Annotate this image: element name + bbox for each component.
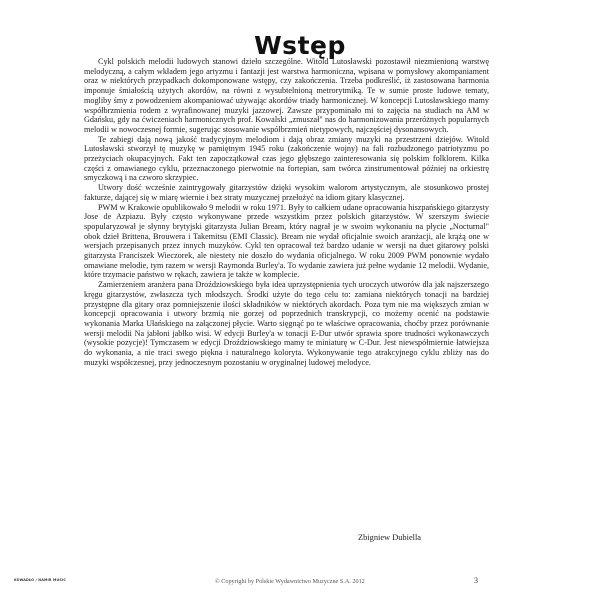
author-signature: Zbigniew Dubiella: [358, 533, 422, 542]
paragraph-1: Cykl polskich melodii ludowych stanowi dzieło szczególne. Witold Lutosławski pozostawił niezmienioną warstwę melodyczną, a całym wkładem jego artyzmu i fantazji jest warstwa harmoniczna, wpisana w pomysłowy akompaniament oraz w niektórych przypadkach dokomponowane wstępy, czy zakończenia. Trzeba podkreślić, iż zastosowana harmonia imponuje śmiałością użytych akordów, na równi z wysubtelnioną metrorytmiką. Te w sumie proste ludowe tematy, mogliby śmy z powodzeniem akompaniować używając akordów triady harmonicznej. W koncepcji Lutosławskiego mamy współbrzmienia rodem z wyrafinowanej muzyki jazzowej. Zawsze przypominało mi to zajęcia na studiach na AM w Gdańsku, gdy na ćwiczeniach harmonicznych prof. Kowalski „zmuszał" nas do harmonizowania przeróżnych popularnych melodii w nowoczesnej formie, sugerując stosowanie współbrzmień nietypowych, najczęściej dysonansowych.: [84, 57, 489, 134]
paragraph-4: PWM w Krakowie opublikowało 9 melodii w roku 1971. Były to całkiem udane opracowania hiszpańskiego gitarzysty Jose de Azpiazu. Były często wykonywane przede wszystkim przez polskich gitarzystów. W szerszym świecie spopularyzował je słynny brytyjski gitarzysta Julian Bream, który nagrał je w swoim wykonaniu na płycie „Nocturnal" obok dzieł Brittena, Brouwera i Takemitsu (EMI Classic). Bream nie wydał oficjalnie swoich aranżacji, ale krążą one w wersjach przepisanych przez innych muzyków. Cykl ten opracował też bardzo udanie w wersji na duet gitarowy polski gitarzysta Franciszek Wieczorek, ale niestety nie doszło do wydania oficjalnego. W roku 2009 PWM ponownie wydało omawiane melodie, tym razem w wersji Raymonda Burley'a. To wydanie zawiera już pełne wydanie 12 melodii. Wydanie, które trzymacie państwo w rękach, zawiera je także w komplecie.: [84, 202, 489, 280]
page-title: Wstęp: [254, 30, 346, 60]
paragraph-2: Te zabiegi dają nową jakość tradycyjnym melodiom i dają obraz zmiany muzyki na przestrzeni dziejów. Witold Lutosławski stworzył tę muzykę w pamiętnym 1945 roku (zakończenie wojny) na fali rozbudzonego patriotyzmu po przeżyciach okupacyjnych. Fakt ten zapoczątkował czas jego głębszego zainteresowania się polskim folklorem. Kilka części z omawianego cyklu, przeznaczonego pierwotnie na fortepian, sam twórca zinstrumentował później na orkiestrę smyczkową i na czworo skrzypiec.: [84, 134, 489, 183]
body-text: [84, 57, 489, 368]
page-footer: [0, 575, 600, 589]
page-number: 3: [474, 576, 478, 585]
copyright-notice: © Copyright by Polskie Wydawnictwo Muzyczne S.A. 2012: [215, 578, 365, 585]
publisher-logos: [14, 578, 66, 582]
publisher-logo-text: KOWADŁO / NAMIR MUSIC: [14, 578, 66, 582]
paragraph-5: Zamierzeniem aranżera pana Droździowskiego była idea uprzystępnienia tych uroczych utworów dla jak najszerszego kręgu gitarzystów, zwłaszcza tych młodszych. Środki użyte do tego celu to: zamiana niektórych tonacji na bardziej przystępne dla gitary oraz pomniejszenie ilości składników w niektórych akordach. Poza tym nie ma większych zmian w koncepcji opracowania i utwory brzmią nie gorzej od poprzednich transkrypcji, co możemy ocenić na podstawie wykonania Marka Ułańskiego na załączonej płycie. Warto sięgnąć po te właściwe opracowania, choćby przez porównanie wersji melodii Na jabłoni jabłko wisi. W edycji Burley'a w tonacji E-Dur utwór sprawia spore trudności wykonawczych (wysokie pozycje)! Tymczasem w edycji Droździowskiego mamy te miniaturę w C-Dur. Jest niewspółmiernie łatwiejsza do wykonania, a nie traci swego piękna i naturalnego koloryta. Wykonywanie tego atrakcyjnego cyklu zbliży nas do muzyki współczesnej, przy jednoczesnym pozostaniu w oryginalnej ludowej melodyce.: [84, 280, 489, 367]
paragraph-3: Utwory dość wcześnie zaintrygowały gitarzystów dzięki wysokim walorom artystycznym, ale stosunkowo prostej fakturze, dającej się w miarę wiernie i bez straty muzycznej przełożyć na idiom gitary klasycznej.: [84, 183, 489, 202]
